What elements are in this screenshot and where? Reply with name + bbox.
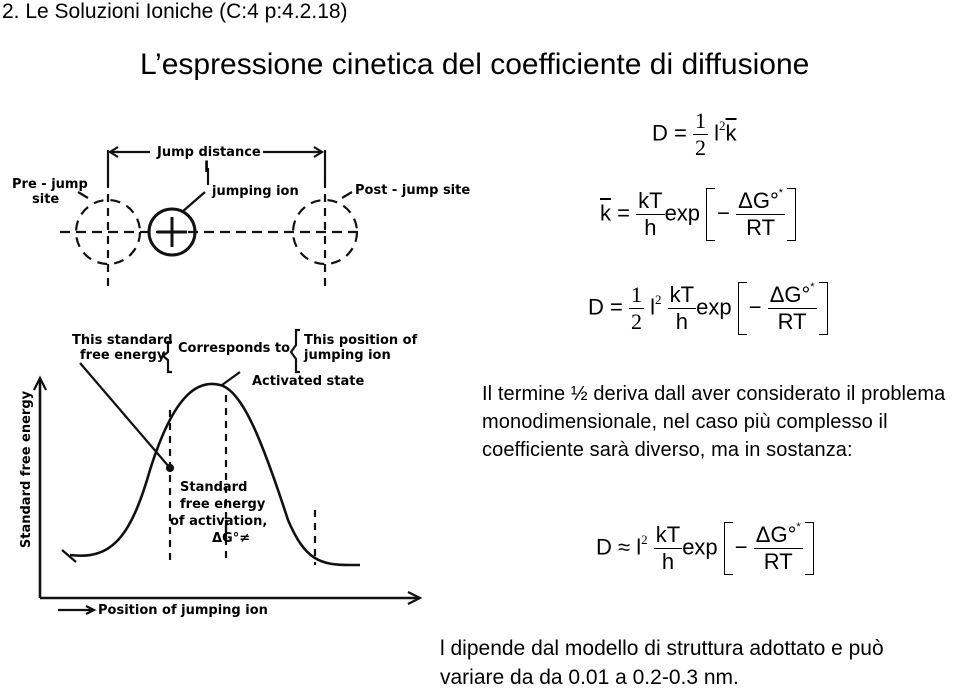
eq4-star: * — [796, 521, 801, 533]
footnote-line-2: variare da da 0.01 a 0.2-0.3 nm. — [440, 666, 739, 689]
eq4-exp2: 2 — [641, 532, 648, 548]
standard-energy-pointer — [80, 363, 170, 468]
jumping-ion-pointer — [182, 192, 205, 212]
activated-state-label: Activated state — [252, 374, 365, 389]
eq2-bracket — [706, 188, 796, 241]
eq3-half — [629, 282, 644, 335]
x-axis-label: Position of jumping ion — [98, 603, 268, 618]
eq1-k: k — [725, 120, 737, 146]
eq3-num1: 1 — [631, 282, 642, 307]
eq4-den: h — [661, 549, 675, 574]
post-jump-pointer — [342, 192, 352, 198]
header-breadcrumb: 2. Le Soluzioni Ioniche (C:4 p:4.2.18) — [2, 0, 348, 23]
pre-jump-label-1: Pre - jump — [12, 177, 88, 192]
eq3-fraction — [668, 282, 696, 335]
eq1-equals: = — [674, 120, 687, 146]
eq4-approx: ≈ — [618, 534, 631, 560]
eq4-inner-fraction — [754, 522, 803, 575]
footnote-line-1: l dipende dal modello di struttura adottato e può — [440, 637, 884, 660]
standard-energy-label-1: This standard — [72, 333, 173, 348]
eq2-inner-fraction — [736, 188, 785, 241]
jumping-ion-label: jumping ion — [212, 184, 299, 199]
eq2-fraction — [636, 188, 664, 241]
eq4-dg: ΔG° — [755, 522, 797, 547]
eq3-exp2: 2 — [655, 292, 662, 308]
eq3-lhs: D — [588, 294, 604, 320]
eq1-num: 1 — [695, 108, 706, 133]
eq1-l: l — [714, 120, 720, 146]
eq2-dg: ΔG° — [738, 188, 779, 213]
activation-label-3: of activation, — [170, 514, 268, 529]
standard-energy-label-2: free energy — [80, 348, 166, 363]
equation-3 — [588, 282, 828, 335]
eq2-num: kT — [638, 188, 663, 213]
eq4-fraction — [654, 522, 682, 575]
eq3-num: kT — [669, 282, 695, 307]
pre-jump-pointer — [78, 192, 88, 198]
eq2-k: k — [600, 200, 611, 226]
pre-jump-label-2: site — [32, 192, 60, 207]
equation-2 — [600, 188, 796, 241]
eq3-minus: − — [748, 294, 762, 320]
activation-label-1: Standard — [180, 480, 248, 495]
eq4-lhs: D — [596, 534, 612, 560]
eq3-l: l — [650, 294, 656, 320]
eq2-star: * — [778, 187, 784, 199]
page-title: L’espressione cinetica del coefficiente di diffusione — [140, 48, 810, 81]
activation-label-2: free energy — [180, 497, 266, 512]
eq1-lhs: D — [652, 120, 668, 146]
eq3-den1: 2 — [631, 309, 642, 334]
activated-state-pointer — [222, 372, 240, 385]
eq2-rt: RT — [746, 215, 776, 240]
eq3-dg: ΔG° — [769, 282, 811, 307]
equation-1 — [652, 108, 737, 161]
position-label-2: jumping ion — [304, 348, 391, 363]
eq3-exp: exp — [696, 294, 732, 320]
eq4-exp: exp — [682, 534, 718, 560]
eq1-fraction — [693, 108, 708, 161]
y-axis-label: Standard free energy — [19, 390, 35, 549]
activation-label-4: ΔG°≠ — [212, 531, 251, 546]
eq4-num: kT — [655, 522, 681, 547]
eq2-minus: − — [717, 200, 731, 226]
eq1-den: 2 — [695, 135, 706, 160]
eq4-bracket — [724, 522, 814, 575]
corresponds-to-label: Corresponds to — [178, 341, 291, 356]
eq2-equals: = — [617, 200, 630, 226]
position-label-1: This position of — [304, 333, 418, 348]
post-jump-label: Post - jump site — [355, 183, 471, 198]
eq4-minus: − — [734, 534, 748, 560]
jump-distance-label: Jump distance — [157, 145, 261, 160]
eq3-bracket — [738, 282, 828, 335]
eq1-exp: 2 — [719, 118, 726, 134]
eq3-star: * — [810, 281, 815, 293]
explanation-paragraph: Il termine ½ deriva dall aver considerato il problema monodimensionale, nel caso più complesso il coefficiente sarà diverso, ma in sostanza: — [482, 383, 946, 461]
brace-right-icon — [291, 330, 300, 372]
eq3-inner-fraction — [768, 282, 817, 335]
eq4-rt: RT — [763, 549, 793, 574]
eq3-equals: = — [610, 294, 623, 320]
eq3-den: h — [675, 309, 688, 334]
footnote — [440, 634, 960, 692]
eq3-rt: RT — [777, 309, 807, 334]
equation-4 — [596, 522, 814, 575]
eq2-exp: exp — [664, 200, 701, 226]
eq4-l: l — [636, 534, 642, 560]
jump-distance-symbol: l — [204, 158, 210, 176]
eq2-den: h — [644, 215, 657, 240]
